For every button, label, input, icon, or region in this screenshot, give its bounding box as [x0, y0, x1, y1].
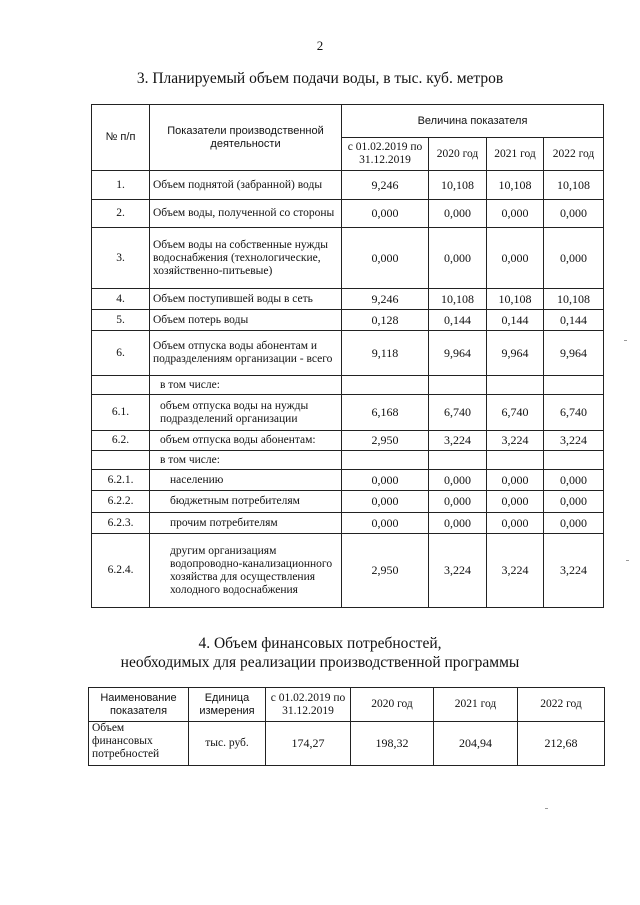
row-value: 9,964 [487, 331, 544, 376]
row-number: 3. [92, 228, 150, 289]
row-value: 0,144 [544, 310, 604, 331]
row-number: 2. [92, 200, 150, 228]
row-value: 0,128 [342, 310, 429, 331]
row-value: 9,964 [429, 331, 487, 376]
fin-header-period: 2022 год [518, 688, 605, 722]
row-value: 0,000 [544, 200, 604, 228]
row-value [487, 376, 544, 395]
row-number: 6.2.2. [92, 491, 150, 513]
table-row [92, 431, 604, 451]
row-label: в том числе: [150, 451, 342, 470]
row-value [342, 376, 429, 395]
row-value: 0,000 [544, 470, 604, 491]
row-value: 9,118 [342, 331, 429, 376]
row-value: 0,000 [342, 470, 429, 491]
row-value: 10,108 [429, 171, 487, 200]
row-value: 0,000 [429, 228, 487, 289]
header-period: 2022 год [544, 138, 604, 171]
row-value: 9,246 [342, 289, 429, 310]
section-4-title-line2: необходимых для реализации производственной программы [120, 654, 520, 671]
row-number: 6. [92, 331, 150, 376]
row-label: Объем поступившей воды в сеть [150, 289, 342, 310]
row-value: 3,224 [544, 534, 604, 608]
row-number: 4. [92, 289, 150, 310]
row-label: бюджетным потребителям [150, 491, 342, 513]
row-value: 10,108 [487, 289, 544, 310]
row-label: объем отпуска воды на нужды подразделений организации [150, 395, 342, 431]
row-number [92, 451, 150, 470]
row-value [429, 376, 487, 395]
fin-row-label: Объем финансовых потребностей [89, 722, 189, 766]
water-supply-table [91, 104, 604, 608]
row-value: 0,000 [429, 513, 487, 534]
row-value: 6,740 [544, 395, 604, 431]
fin-header-period: с 01.02.2019 по 31.12.2019 [266, 688, 351, 722]
table-row [92, 289, 604, 310]
table-row [92, 534, 604, 608]
row-value: 3,224 [487, 534, 544, 608]
fin-header-unit: Единица измерения [189, 688, 266, 722]
table-row [92, 513, 604, 534]
row-number: 6.1. [92, 395, 150, 431]
row-label: другим организациям водопроводно-канализационного хозяйства для осуществления холодного водоснабжения [150, 534, 342, 608]
row-label: Объем воды, полученной со стороны [150, 200, 342, 228]
header-indicator: Показатели производственной деятельности [150, 105, 342, 171]
row-value: 0,000 [487, 491, 544, 513]
row-value: 6,740 [487, 395, 544, 431]
table-row [92, 491, 604, 513]
table-row [92, 200, 604, 228]
table-row [92, 331, 604, 376]
fin-row-value: 212,68 [518, 722, 605, 766]
row-number: 6.2.4. [92, 534, 150, 608]
row-value: 0,000 [544, 513, 604, 534]
scan-mark [545, 808, 548, 809]
row-value: 0,000 [342, 491, 429, 513]
row-value: 3,224 [544, 431, 604, 451]
section-3-title: 3. Планируемый объем подачи воды, в тыс. куб. метров [136, 70, 504, 87]
row-value [544, 376, 604, 395]
header-value-group: Величина показателя [342, 105, 604, 138]
row-value: 0,000 [429, 491, 487, 513]
row-value: 10,108 [487, 171, 544, 200]
row-label: населению [150, 470, 342, 491]
row-number: 6.2.1. [92, 470, 150, 491]
row-label: Объем потерь воды [150, 310, 342, 331]
scan-mark [624, 340, 627, 341]
row-value: 0,000 [429, 200, 487, 228]
row-label: прочим потребителям [150, 513, 342, 534]
fin-header-period: 2020 год [351, 688, 434, 722]
row-label: Объем воды на собственные нужды водоснабжения (технологические, хозяйственно-питьевые) [150, 228, 342, 289]
row-value: 0,000 [429, 470, 487, 491]
row-value: 3,224 [487, 431, 544, 451]
row-value: 0,000 [544, 228, 604, 289]
row-value: 0,000 [487, 513, 544, 534]
fin-row-value: 198,32 [351, 722, 434, 766]
row-value: 10,108 [544, 171, 604, 200]
row-value: 0,000 [342, 513, 429, 534]
row-value: 6,168 [342, 395, 429, 431]
table-row [92, 228, 604, 289]
row-value: 0,000 [342, 200, 429, 228]
row-number: 6.2. [92, 431, 150, 451]
row-value: 0,000 [487, 200, 544, 228]
row-label: объем отпуска воды абонентам: [150, 431, 342, 451]
section-4-title [0, 634, 640, 672]
row-value [342, 451, 429, 470]
row-number: 1. [92, 171, 150, 200]
row-value: 9,246 [342, 171, 429, 200]
section-4-title-line1: 4. Объем финансовых потребностей, [198, 635, 442, 652]
row-value: 0,144 [429, 310, 487, 331]
fin-row-unit: тыс. руб. [189, 722, 266, 766]
fin-header-period: 2021 год [434, 688, 518, 722]
row-number: 6.2.3. [92, 513, 150, 534]
row-value: 10,108 [544, 289, 604, 310]
fin-row-value: 204,94 [434, 722, 518, 766]
scan-mark [626, 560, 629, 561]
row-value: 10,108 [429, 289, 487, 310]
row-value: 3,224 [429, 534, 487, 608]
row-label: Объем поднятой (забранной) воды [150, 171, 342, 200]
header-num: № п/п [92, 105, 150, 171]
row-value: 2,950 [342, 431, 429, 451]
header-period: 2021 год [487, 138, 544, 171]
row-label: в том числе: [150, 376, 342, 395]
table-row [92, 171, 604, 200]
header-period: с 01.02.2019 по 31.12.2019 [342, 138, 429, 171]
fin-row-value: 174,27 [266, 722, 351, 766]
row-number [92, 376, 150, 395]
row-value [487, 451, 544, 470]
row-value: 0,000 [342, 228, 429, 289]
row-value: 0,000 [544, 491, 604, 513]
row-value [429, 451, 487, 470]
table-row [92, 376, 604, 395]
row-number: 5. [92, 310, 150, 331]
row-value [544, 451, 604, 470]
fin-header-name: Наименование показателя [89, 688, 189, 722]
header-period: 2020 год [429, 138, 487, 171]
page-number: 2 [316, 38, 324, 53]
row-value: 0,000 [487, 228, 544, 289]
row-value: 9,964 [544, 331, 604, 376]
row-value: 0,144 [487, 310, 544, 331]
row-value: 6,740 [429, 395, 487, 431]
row-value: 3,224 [429, 431, 487, 451]
row-value: 2,950 [342, 534, 429, 608]
finance-table [88, 687, 605, 766]
row-label: Объем отпуска воды абонентам и подразделениям организации - всего [150, 331, 342, 376]
table-row [92, 470, 604, 491]
table-row [92, 451, 604, 470]
row-value: 0,000 [487, 470, 544, 491]
table-row [92, 310, 604, 331]
table-row [92, 395, 604, 431]
